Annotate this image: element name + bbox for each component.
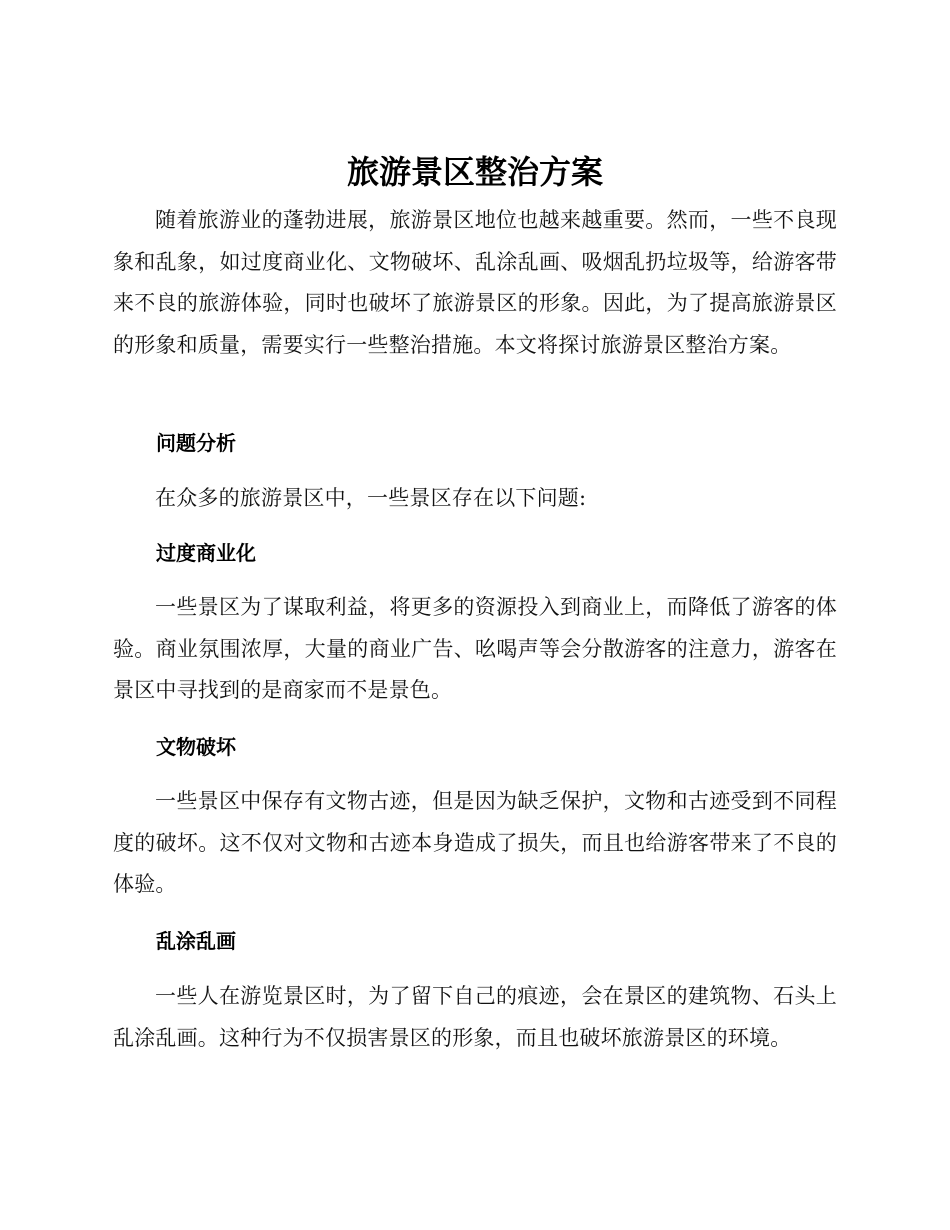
intro-paragraph: 随着旅游业的蓬勃进展，旅游景区地位也越来越重要。然而，一些不良现象和乱象，如过度商业化、文物破坏、乱涂乱画、吸烟乱扔垃圾等，给游客带来不良的旅游体验，同时也破坏了旅游景区的形象。因此，为了提高旅游景区的形象和质量，需要实行一些整治措施。本文将探讨旅游景区整治方案。 <box>113 208 837 357</box>
section-body-graffiti: 一些人在游览景区时，为了留下自己的痕迹，会在景区的建筑物、石头上乱涂乱画。这种行为不仅损害景区的形象，而且也破坏旅游景区的环境。 <box>113 984 837 1050</box>
section-heading-problem-analysis: 问题分析 <box>156 431 236 455</box>
section-body-relic-damage: 一些景区中保存有文物古迹，但是因为缺乏保护，文物和古迹受到不同程度的破坏。这不仅对文物和古迹本身造成了损失，而且也给游客带来了不良的体验。 <box>113 789 837 896</box>
section-heading-relic-damage: 文物破坏 <box>156 735 236 759</box>
section-body-over-commercialization: 一些景区为了谋取利益，将更多的资源投入到商业上，而降低了游客的体验。商业氛围浓厚，大量的商业广告、吆喝声等会分散游客的注意力，游客在景区中寻找到的是商家而不是景色。 <box>113 595 837 702</box>
document-title: 旅游景区整治方案 <box>346 153 603 191</box>
section-heading-graffiti: 乱涂乱画 <box>156 929 236 953</box>
section-heading-over-commercialization: 过度商业化 <box>156 541 256 565</box>
section-body-problem-analysis: 在众多的旅游景区中，一些景区存在以下问题: <box>155 486 587 510</box>
